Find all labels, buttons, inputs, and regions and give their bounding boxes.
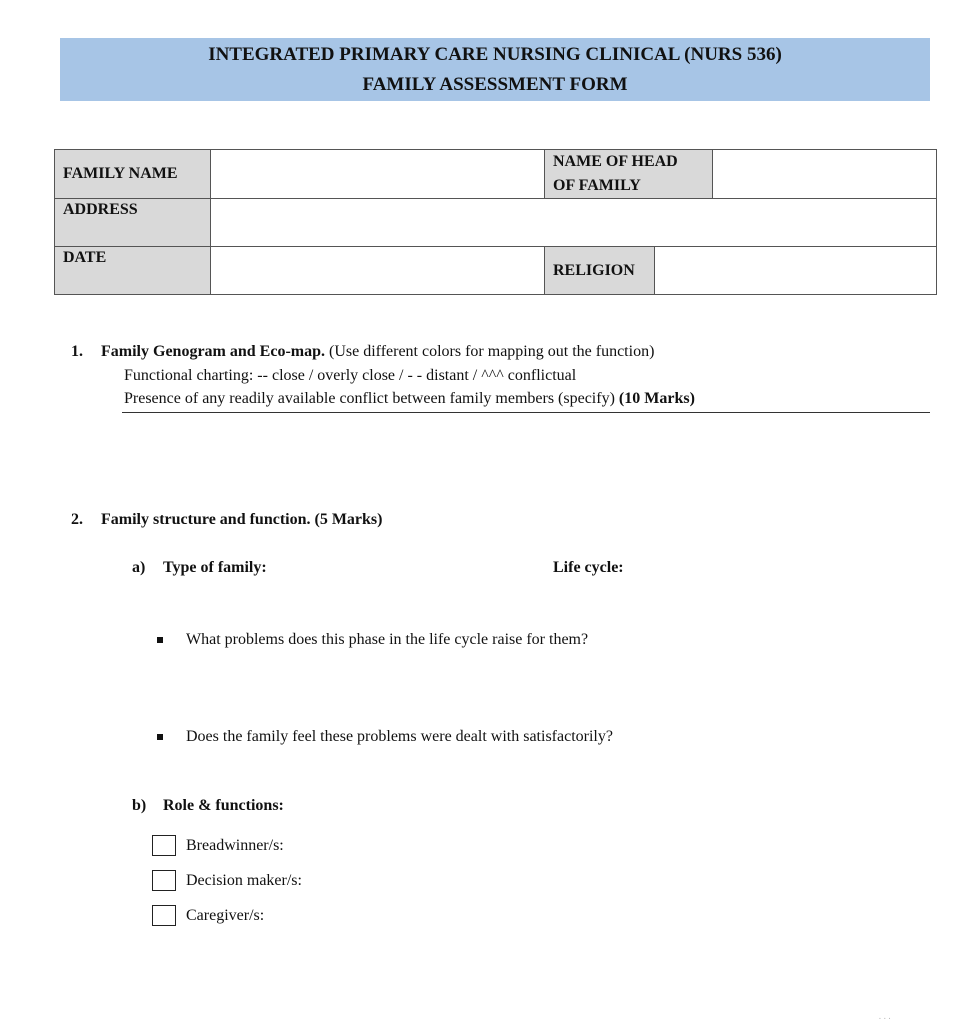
religion-label: RELIGION — [545, 247, 655, 295]
head-of-family-label — [545, 150, 713, 199]
section1-functional-charting: Functional charting: -- close / overly close / - - distant / ^^^ conflictual — [124, 367, 577, 384]
question-life-cycle-problems: What problems does this phase in the life cycle raise for them? — [186, 631, 589, 648]
section1-conflict-text: Presence of any readily available conflict between family members (specify) — [124, 390, 615, 407]
decision-maker-label: Decision maker/s: — [186, 872, 302, 889]
caregiver-label: Caregiver/s: — [186, 907, 265, 924]
bullet-square-icon — [157, 734, 163, 740]
section1-title: Family Genogram and Eco-map. — [101, 343, 325, 360]
section2-number: 2. — [71, 511, 83, 528]
head-of-family-label-line2: OF FAMILY — [553, 177, 641, 194]
section2b-label: b) — [132, 797, 147, 814]
religion-field[interactable] — [655, 247, 937, 295]
section1-note: (Use different colors for mapping out the function) — [329, 343, 655, 360]
bullet-square-icon — [157, 637, 163, 643]
date-field[interactable] — [211, 247, 545, 295]
family-name-field[interactable] — [211, 150, 545, 199]
head-of-family-label-line1: NAME OF HEAD — [553, 153, 678, 170]
address-label: ADDRESS — [55, 199, 211, 247]
section1-number: 1. — [71, 343, 83, 360]
section1-answer-line — [122, 412, 930, 413]
breadwinner-label: Breadwinner/s: — [186, 837, 284, 854]
section2a-label: a) — [132, 559, 146, 576]
date-label: DATE — [55, 247, 211, 295]
section2-title: Family structure and function. (5 Marks) — [101, 511, 383, 528]
course-title: INTEGRATED PRIMARY CARE NURSING CLINICAL (NURS 536) — [208, 44, 782, 65]
form-title-banner — [60, 38, 930, 101]
decision-maker-checkbox[interactable] — [152, 870, 176, 891]
family-info-table — [54, 149, 937, 295]
role-functions-label: Role & functions: — [163, 797, 284, 814]
section1-marks: (10 Marks) — [618, 390, 695, 407]
form-title: FAMILY ASSESSMENT FORM — [362, 74, 628, 95]
section1-heading — [101, 343, 654, 361]
head-of-family-field[interactable] — [713, 150, 937, 199]
type-of-family-label: Type of family: — [163, 559, 267, 576]
address-field[interactable] — [211, 199, 937, 247]
family-name-label: FAMILY NAME — [55, 150, 211, 199]
caregiver-checkbox[interactable] — [152, 905, 176, 926]
breadwinner-checkbox[interactable] — [152, 835, 176, 856]
page-corner-mark: ۰۰۰ — [877, 1014, 892, 1024]
life-cycle-label: Life cycle: — [553, 559, 624, 576]
question-problems-dealt: Does the family feel these problems were dealt with satisfactorily? — [186, 728, 613, 745]
section1-conflict-line — [124, 390, 695, 408]
